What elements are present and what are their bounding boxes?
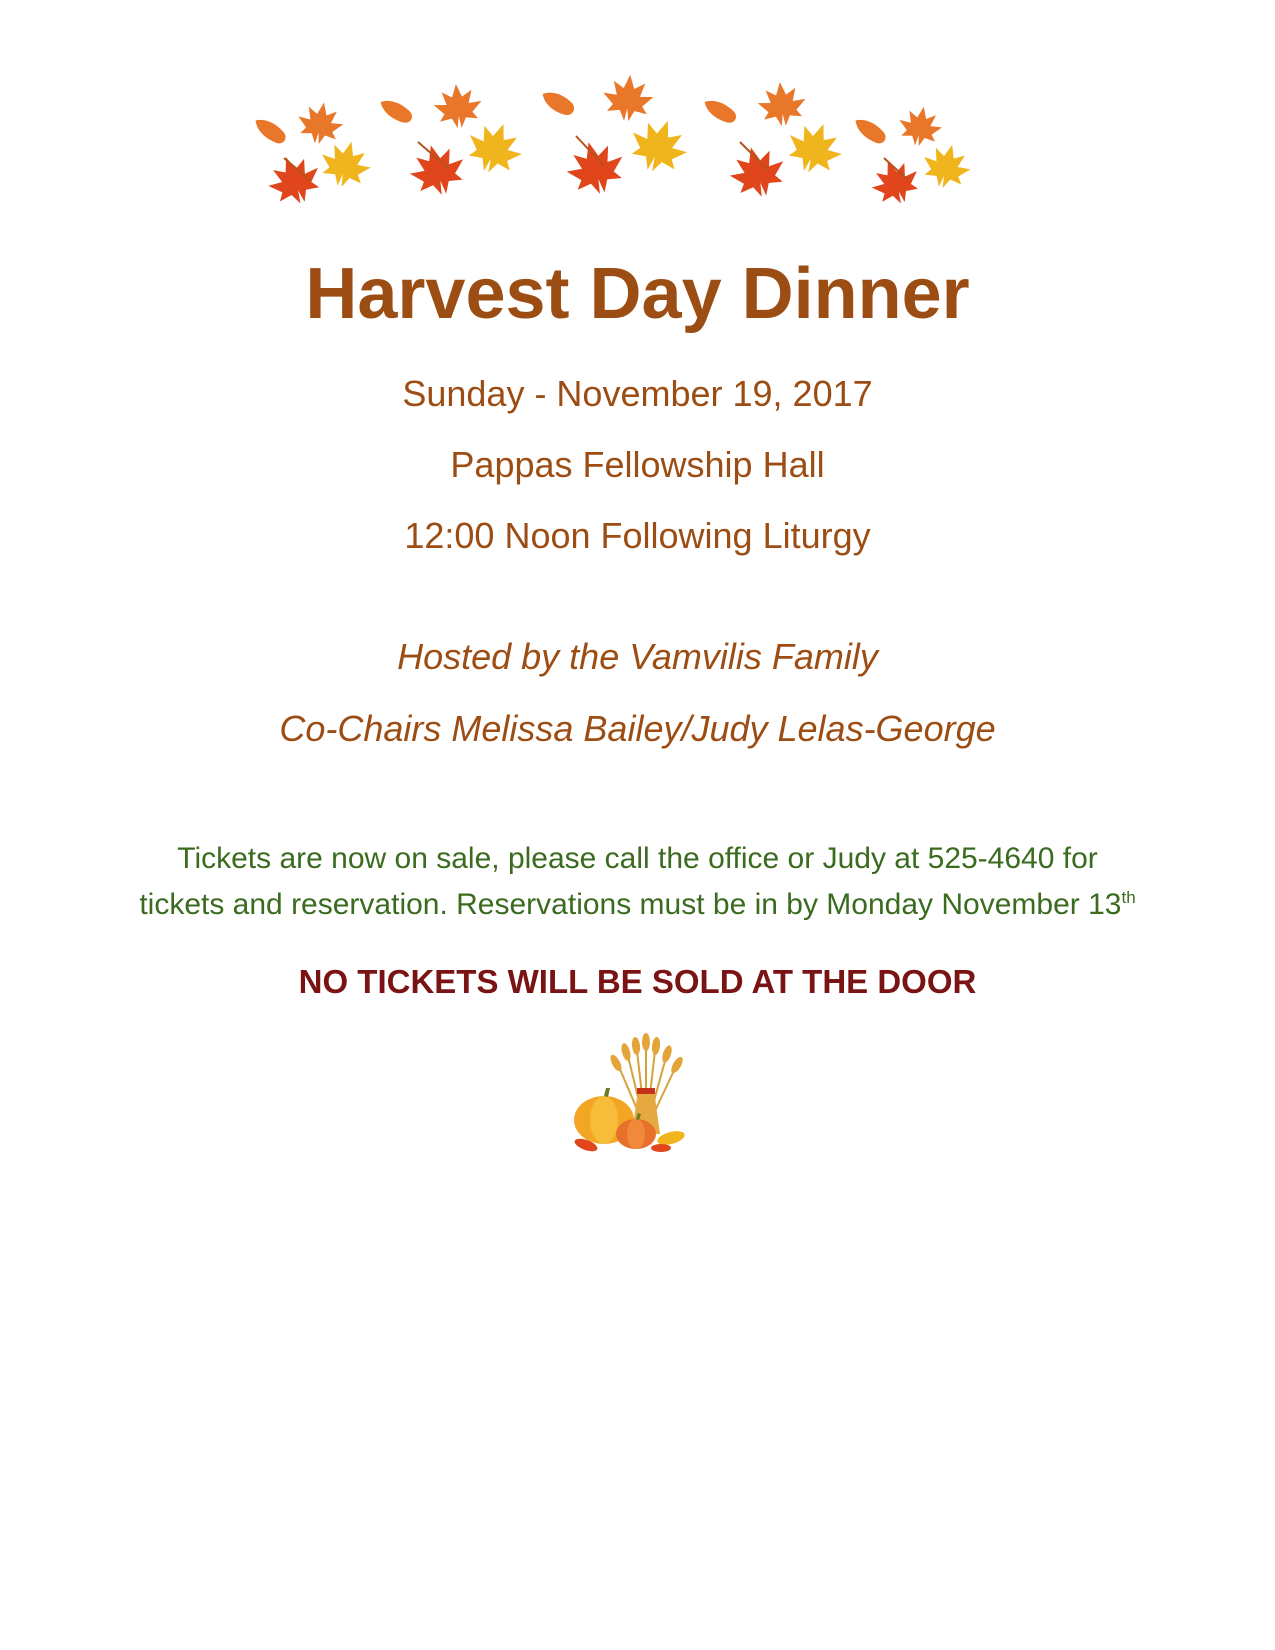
host-line: Hosted by the Vamvilis Family (397, 636, 878, 677)
co-chairs-line: Co-Chairs Melissa Bailey/Judy Lelas-George (279, 708, 996, 749)
harvest-pumpkins-icon (566, 1030, 696, 1160)
event-location: Pappas Fellowship Hall (450, 444, 825, 485)
leaf-cluster-5 (851, 103, 975, 211)
tickets-info-line-1: Tickets are now on sale, please call the office or Judy at 525-4640 for (177, 842, 1098, 875)
leaf-cluster-4 (701, 80, 850, 203)
leaf-cluster-2 (377, 82, 530, 201)
event-date: Sunday - November 19, 2017 (402, 373, 873, 414)
autumn-leaves-illustration (250, 70, 1020, 220)
no-door-sales-notice: NO TICKETS WILL BE SOLD AT THE DOOR (298, 963, 977, 1000)
flyer-title: Harvest Day Dinner (305, 254, 970, 334)
tickets-info-line-2-text: tickets and reservation. Reservations must be in by Monday November 13 (139, 888, 1122, 921)
tickets-info-line-2 (0, 882, 1275, 928)
event-time: 12:00 Noon Following Liturgy (404, 515, 871, 556)
leaf-cluster-3 (539, 73, 695, 201)
ordinal-suffix: th (1121, 888, 1136, 907)
leaf-cluster-1 (251, 99, 376, 212)
